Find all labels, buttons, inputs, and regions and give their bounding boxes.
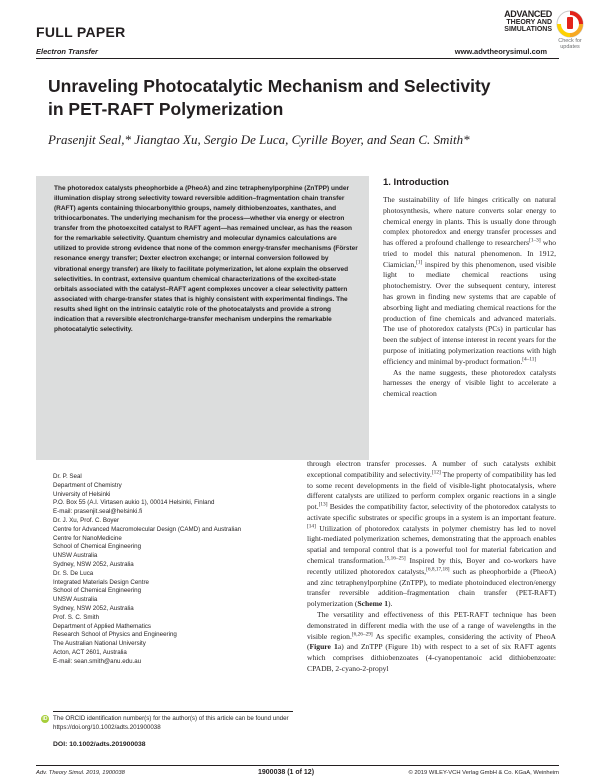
- check-updates-icon: [556, 10, 584, 38]
- copyright-notice: © 2019 WILEY-VCH Verlag GmbH & Co. KGaA, Weinheim: [408, 770, 559, 776]
- section-label: Electron Transfer: [36, 47, 98, 56]
- citation-ref[interactable]: [1]: [416, 259, 423, 266]
- affiliation-line: Prof. S. C. Smith: [53, 613, 100, 621]
- affiliation-line: Dr. P. Seal: [53, 473, 82, 480]
- orcid-note: [42, 715, 293, 732]
- abstract-box: [36, 176, 369, 460]
- affiliation-line: Centre for NanoMedicine: [53, 534, 122, 542]
- check-for-updates-button[interactable]: [552, 10, 588, 54]
- affiliation-email[interactable]: E-mail: prasenjit.seal@helsinki.fi: [53, 508, 143, 516]
- header-divider: [36, 58, 559, 59]
- affiliation-line: Department of Applied Mathematics: [53, 622, 152, 630]
- affiliation-line: The Australian National University: [53, 640, 146, 648]
- check-updates-label: Check for updates: [558, 38, 582, 51]
- footer-journal-ref: Adv. Theory Simul. 2019, 1900038: [36, 770, 125, 776]
- affiliation-email[interactable]: E-mail: sean.smith@anu.edu.au: [53, 657, 142, 665]
- title-line: in PET-RAFT Polymerization: [48, 98, 284, 119]
- section-heading: 1. Introduction: [383, 177, 449, 188]
- journal-logo-line: SIMULATIONS: [504, 26, 552, 33]
- citation-ref[interactable]: [1–3]: [529, 237, 541, 244]
- journal-logo: [478, 10, 552, 33]
- orcid-icon: iD: [42, 716, 48, 722]
- affiliation-line: School of Chemical Engineering: [53, 587, 142, 595]
- journal-logo-line: THEORY AND: [506, 19, 552, 26]
- footer-divider: [36, 765, 559, 766]
- affiliation-line: Research School of Physics and Engineering: [53, 631, 177, 639]
- intro-paragraph: As the name suggests, these photoredox catalysts harnesses the energy of visible light to accelerate a chemical reaction: [383, 367, 556, 399]
- orcid-divider: [53, 711, 293, 712]
- intro-paragraph: through electron transfer processes. A number of such catalysts exhibit exceptional compatibility and selectivity.[12] The property of compatibility has led to some recent developments in the field of visible-light photocatalysis, where different catalysts are utilized to perform complex organic reactions in a single pot.[13] Besides the compatibility factor, selectivity of the photoredox catalysts to activate specific substrates or specific groups in a system is an important feature.[14] Utilization of photoredox catalysts in polymer chemistry has led to novel light-mediated polymerization schemes, demonstrating that the approach enables spatial and temporal control that is a powerful tool for material fabrication and chemical transformation.[5,16–25] Inspired by this, Boyer and co-workers have recently utilized photoredox catalysts,[6,8,17,18] such as pheophorbide a (PheoA) and zinc tetraphenylporphine (ZnTPP), to mediate photoinduced electron/energy transfer reversible addition–fragmentation chain transfer (PET-RAFT) polymerization (Scheme 1).: [307, 459, 556, 609]
- intro-lower-column: [307, 459, 556, 675]
- affiliations: [53, 473, 293, 667]
- scheme-ref[interactable]: Scheme 1: [357, 599, 388, 609]
- doi-link[interactable]: DOI: 10.1002/adts.201900038: [53, 741, 146, 748]
- citation-ref[interactable]: [14]: [307, 523, 316, 530]
- title-line: Unraveling Photocatalytic Mechanism and Selectivity: [48, 76, 491, 96]
- affiliation-line: Dr. S. De Luca: [53, 569, 94, 577]
- citation-ref[interactable]: [4–11]: [522, 356, 537, 363]
- affiliation-line: School of Chemical Engineering: [53, 543, 142, 551]
- affiliation-line: University of Helsinki: [53, 490, 111, 498]
- abstract-text: The photoredox catalysts pheophorbide a (PheoA) and zinc tetraphenylporphine (ZnTPP) under illumination display strong selectivity toward reversible addition–fragmentation chain transfer (RAFT) agents containing thiocarbonylthio groups, namely dithiobenzoates, xanthates, and trithiocarbonates. The underlying mechanism for the process—whether via energy or electron transfer from the photoexcited catalyst to RAFT agent—has remained unclear, as has the reason for the remarkable selectivity. Quantum chemistry and molecular dynamics calculations are utilized to provide strong evidence that none of the common energy-transfer mechanisms (Förster resonance energy transfer; Dexter electron exchange; or internal conversion followed by vibrational energy transfer) are likely to facilitate polymerization, let alone explain the observed selectivities. In contrast, extensive quantum chemical characterizations of the excited-state orbitals associated with the catalyst–RAFT agent complexes uncover a clear selectivity pattern associated with charge-transfer states that is highly consistent with experimental findings. The results shed light on the intrinsic catalytic role of the photocatalysts and provide a strong indication that a reversible electron/charge-transfer mechanism underpins the remarkable photocatalytic selectivity.: [54, 185, 358, 333]
- citation-ref[interactable]: [12]: [431, 469, 441, 476]
- affiliation-line: UNSW Australia: [53, 596, 98, 604]
- intro-right-column: [383, 195, 556, 400]
- affiliation-line: Dr. J. Xu, Prof. C. Boyer: [53, 516, 120, 524]
- citation-ref[interactable]: [6,26–29]: [351, 630, 373, 637]
- affiliation-line: Centre for Advanced Macromolecular Design (CAMD) and Australian: [53, 525, 242, 533]
- article-type-label: FULL PAPER: [36, 24, 126, 40]
- intro-paragraph: The versatility and effectiveness of this PET-RAFT technique has been demonstrated in different media with the use of a range of wavelengths in the visible region.[6,26–29] As specific examples, considering the activity of PheoA (Figure 1a) and ZnTPP (Figure 1b) with respect to a set of six RAFT agents which comprises dithiobenzoates (4-cyanopentanoic acid dithiobenzoate: CPADB, 2-cyano-2-propyl: [307, 609, 556, 673]
- intro-paragraph: The sustainability of life hinges critically on natural photosynthesis, where nature converts solar energy to chemical energy in plants. This is usually done through complex photoredox and energy transfer processes and has offered a profound challenge to researchers[1–3] who tried to model this natural phenomenon. In 1912, Ciamician,[1] inspired by this phenomenon, used visible light to mediate chemical reactions using photochemistry. Over the subsequent century, interest has grown in finding new systems that are capable of absorbing light and mediating chemical reactions for the production of fine chemicals and advanced materials. The use of photoredox catalysts (PCs) in particular has been the subject of intense interest in recent years for the purpose of initiating polymerization reactions with high efficiency and minimal by-product formation.[4–11]: [383, 195, 556, 366]
- affiliation-line: Department of Chemistry: [53, 481, 122, 489]
- affiliation-line: Sydney, NSW 2052, Australia: [53, 560, 134, 568]
- figure-ref[interactable]: Figure 1: [309, 642, 338, 652]
- affiliation-line: UNSW Australia: [53, 552, 98, 560]
- affiliation-line: Sydney, NSW 2052, Australia: [53, 604, 134, 612]
- article-title: [48, 75, 528, 121]
- citation-ref[interactable]: [13]: [318, 501, 328, 508]
- orcid-text[interactable]: The ORCID identification number(s) for the author(s) of this article can be found under https://doi.org/10.1002/adts.201900038: [53, 715, 289, 731]
- citation-ref[interactable]: [6,8,17,18]: [426, 566, 450, 573]
- affiliation-line: P.O. Box 55 (A.I. Virtasen aukio 1), 00014 Helsinki, Finland: [53, 499, 215, 507]
- affiliation-line: Integrated Materials Design Centre: [53, 578, 149, 586]
- journal-url-link[interactable]: www.advtheorysimul.com: [454, 47, 547, 56]
- page-number: 1900038 (1 of 12): [258, 769, 315, 776]
- author-list: Prasenjit Seal,* Jiangtao Xu, Sergio De Luca, Cyrille Boyer, and Sean C. Smith*: [48, 132, 470, 147]
- journal-logo-line: ADVANCED: [504, 9, 552, 19]
- affiliation-line: Acton, ACT 2601, Australia: [53, 648, 127, 656]
- citation-ref[interactable]: [5,16–25]: [384, 555, 406, 562]
